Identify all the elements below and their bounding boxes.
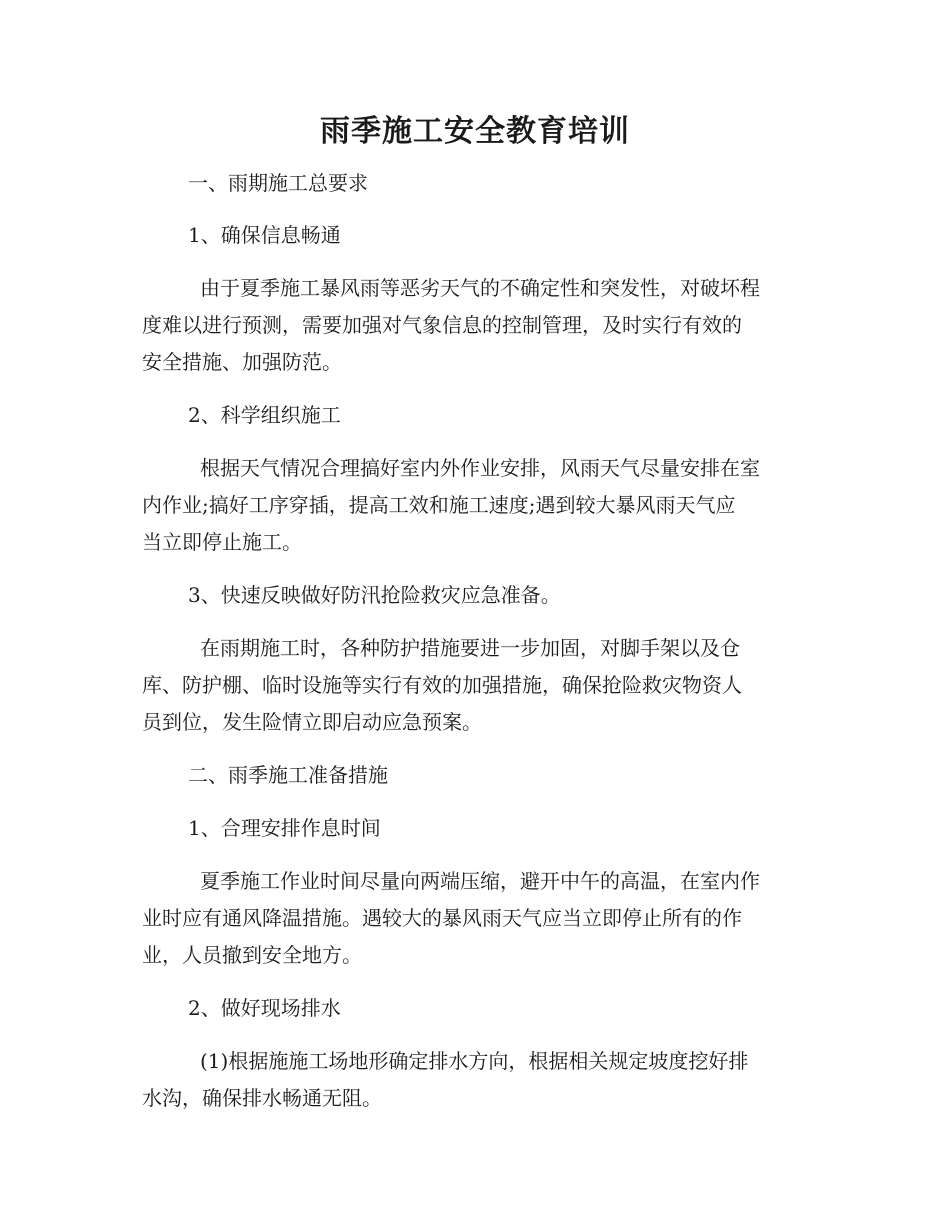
section-1-3-heading: 3、快速反映做好防汛抢险救灾应急准备。	[188, 583, 561, 607]
paragraph-line: 当立即停止施工。	[142, 530, 302, 554]
paragraph-line: (1)根据施施工场地形确定排水方向，根据相关规定坡度挖好排	[200, 1049, 749, 1073]
paragraph-line: 库、防护棚、临时设施等实行有效的加强措施，确保抢险救灾物资人	[142, 673, 742, 697]
paragraph-line: 业时应有通风降温措施。遇较大的暴风雨天气应当立即停止所有的作	[142, 906, 742, 930]
paragraph-line: 根据天气情况合理搞好室内外作业安排，风雨天气尽量安排在室	[200, 456, 760, 480]
paragraph-line: 安全措施、加强防范。	[142, 350, 342, 374]
paragraph-line: 水沟，确保排水畅通无阻。	[142, 1086, 382, 1110]
paragraph-line: 在雨期施工时，各种防护措施要进一步加固，对脚手架以及仓	[200, 636, 740, 660]
paragraph-line: 员到位，发生险情立即启动应急预案。	[142, 710, 482, 734]
section-1-heading: 一、雨期施工总要求	[188, 171, 368, 195]
paragraph-line: 夏季施工作业时间尽量向两端压缩，避开中午的高温，在室内作	[200, 869, 760, 893]
paragraph-line: 内作业;搞好工序穿插，提高工效和施工速度;遇到较大暴风雨天气应	[142, 493, 736, 517]
section-1-1-heading: 1、确保信息畅通	[188, 223, 341, 247]
document-title: 雨季施工安全教育培训	[320, 114, 630, 149]
paragraph-line: 由于夏季施工暴风雨等恶劣天气的不确定性和突发性，对破坏程	[200, 276, 760, 300]
paragraph-line: 业，人员撤到安全地方。	[142, 943, 362, 967]
paragraph-line: 度难以进行预测，需要加强对气象信息的控制管理，及时实行有效的	[142, 313, 742, 337]
section-2-2-heading: 2、做好现场排水	[188, 996, 341, 1020]
section-2-1-heading: 1、合理安排作息时间	[188, 816, 381, 840]
section-1-2-heading: 2、科学组织施工	[188, 403, 341, 427]
section-2-heading: 二、雨季施工准备措施	[188, 763, 388, 787]
